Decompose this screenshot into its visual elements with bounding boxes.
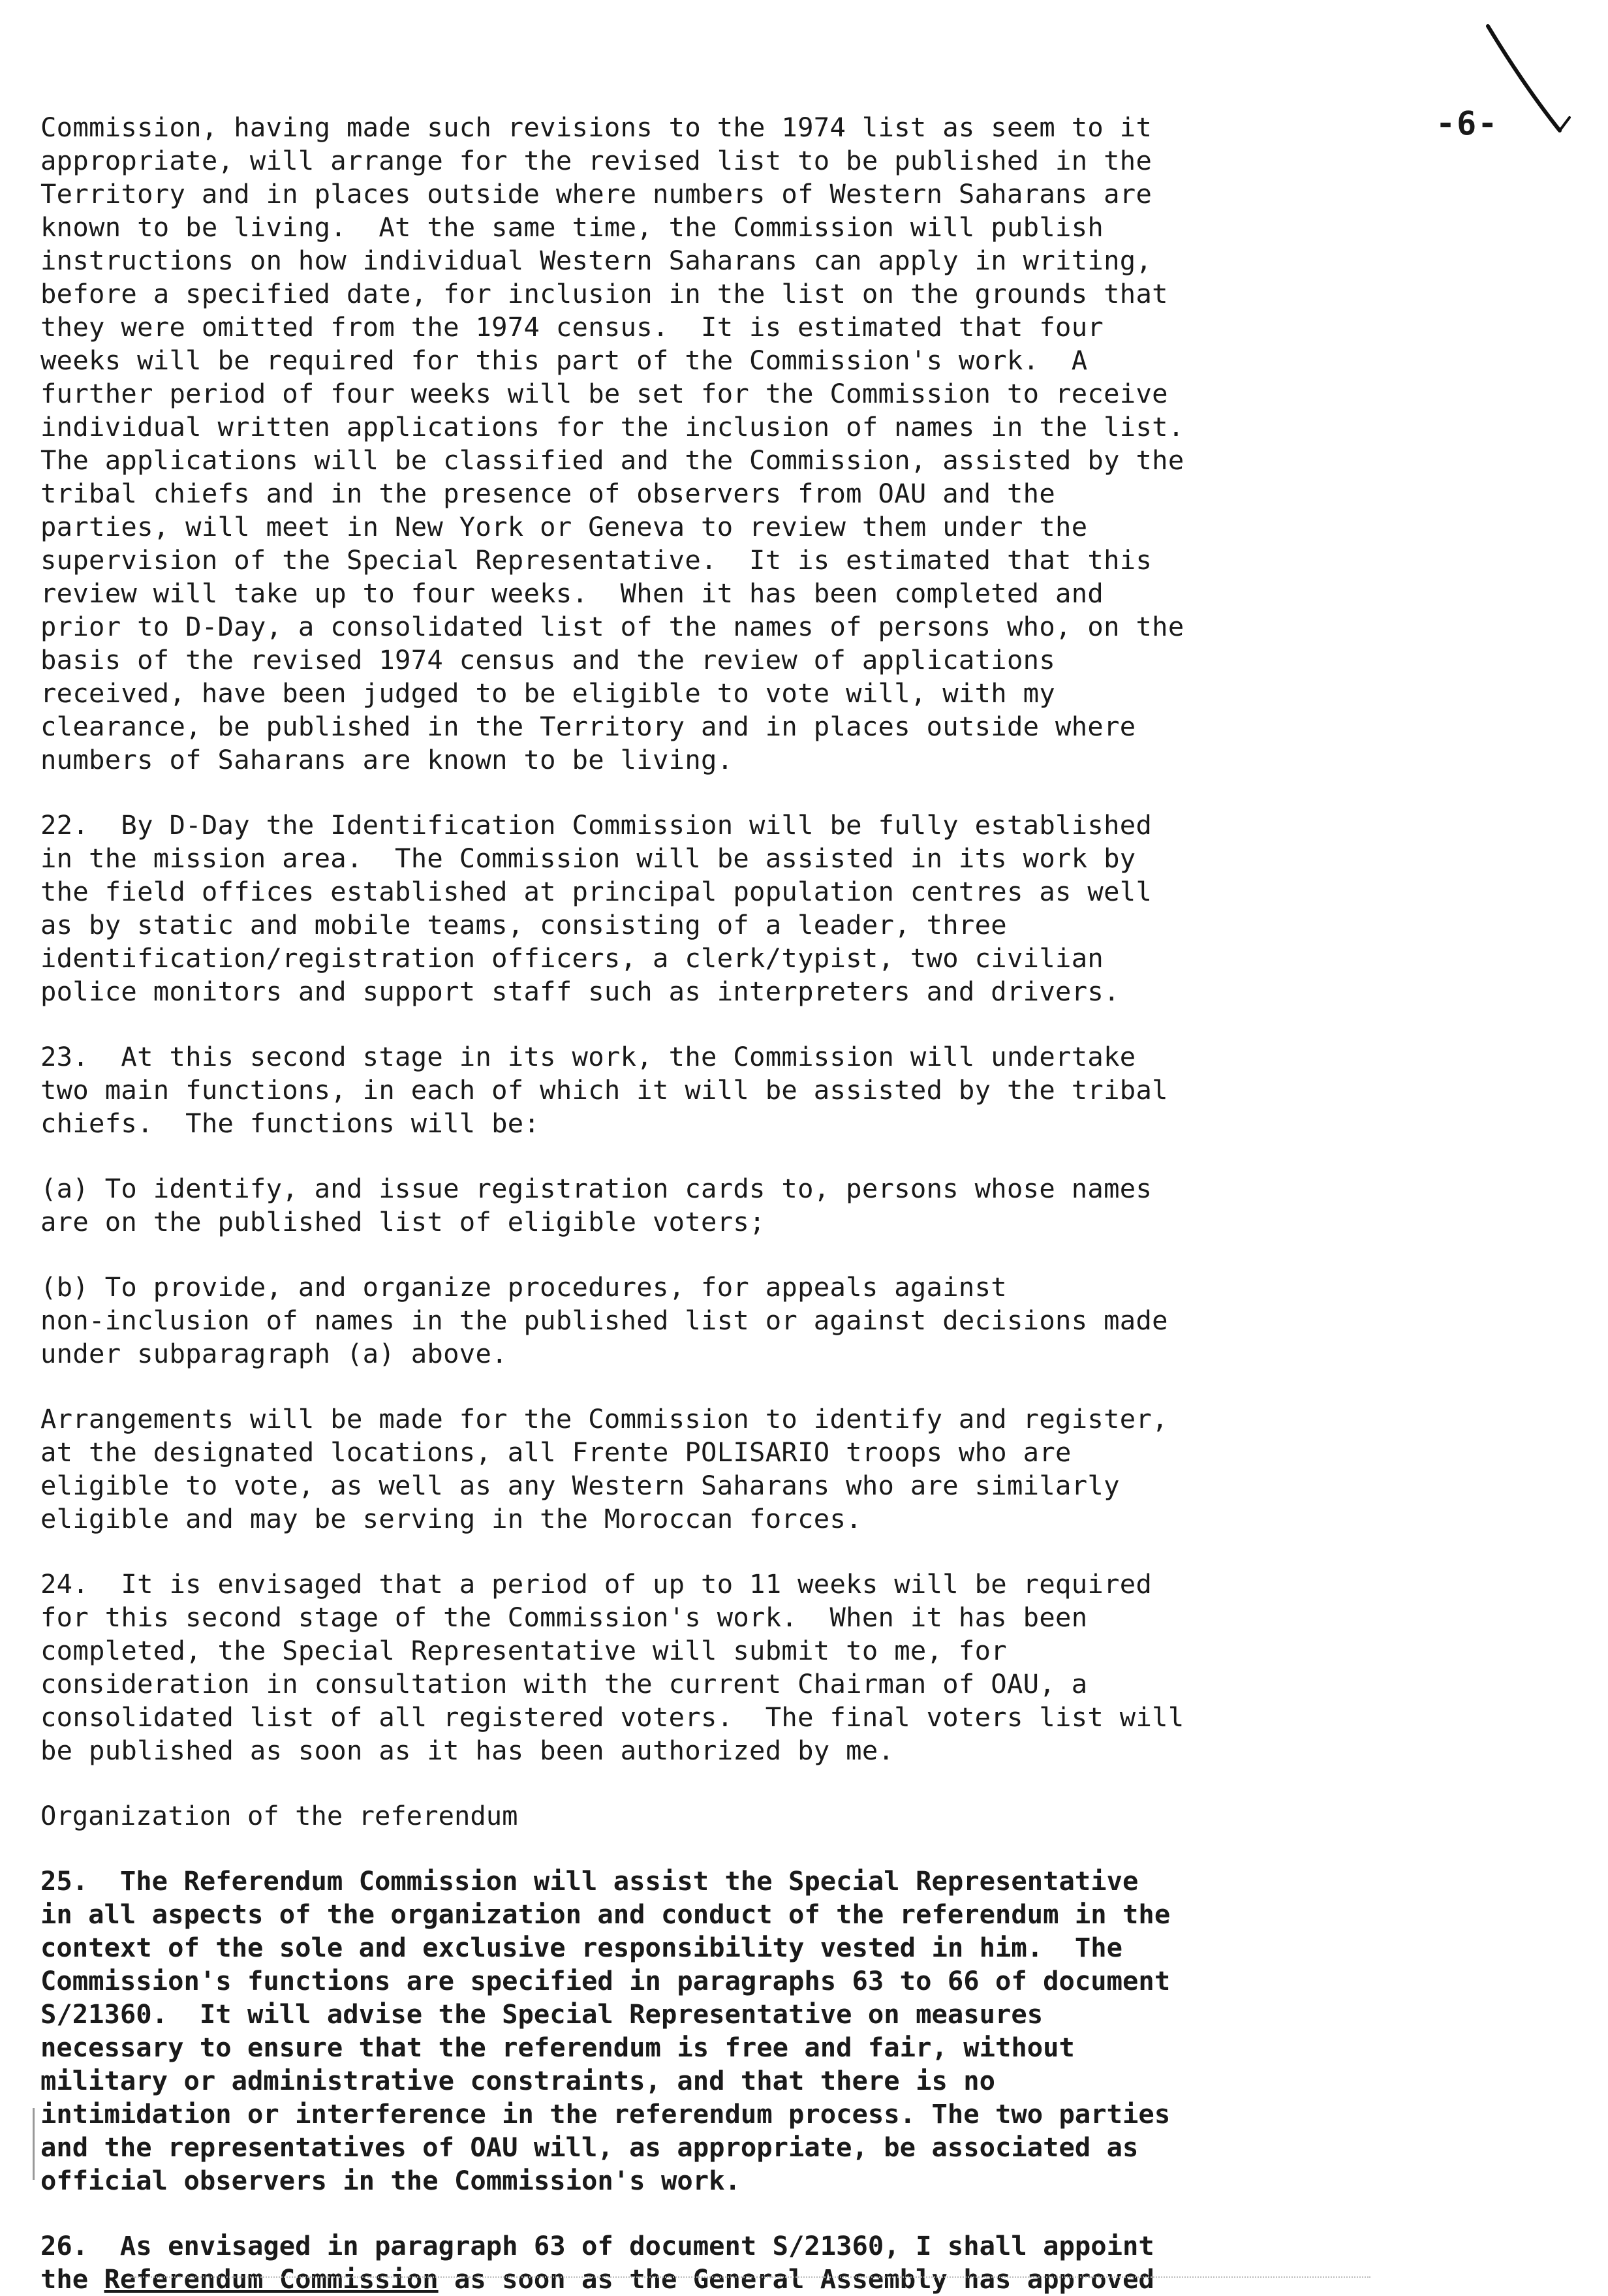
paragraph-24: 24. It is envisaged that a period of up to 11 weeks will be required for this second stage of the Commission's work. When it has been completed, the Special Representative will submit to me, for consideration in consultation with the current Chairman of OAU, a consolidated list of all registered voters. The final voters list will be published as soon as it has been authorized by me. (40, 1568, 1184, 1766)
paragraph-22: 22. By D-Day the Identification Commission will be fully established in the mission area. The Commission will be assisted in its work by the field offices established at principal population centres as well as by static and mobile teams, consisting of a leader, three identification/registration officers, a clerk/typist, two civilian police monitors and support staff such as interpreters and drivers. (40, 809, 1152, 1007)
paragraph-26-line-1: 26. As envisaged in paragraph 63 of document S/21360, I shall appoint (40, 2230, 1154, 2261)
section-heading: Organization of the referendum (40, 1800, 518, 1831)
paragraph-26-line-2-end: as soon as the General Assembly has approved (438, 2263, 1154, 2295)
paragraph-23: 23. At this second stage in its work, the Commission will undertake two main functions, in each of which it will be assisted by the tribal chiefs. The functions will be: (40, 1041, 1168, 1139)
paragraph-26 (40, 2229, 1476, 2296)
paragraph-26-line-2-start: the (40, 2263, 104, 2295)
paragraph-25: 25. The Referendum Commission will assist the Special Representative in all aspects of the organization and conduct of the referendum in the context of the sole and exclusive responsibility vested in him. The Commission's functions are specified in paragraphs 63 to 66 of document S/21360. It will advise the Special Representative on measures necessary to ensure that the referendum is free and fair, without military or administrative constraints, and that there is no intimidation or interference in the referendum process. The two parties and the representatives of OAU will, as appropriate, be associated as official observers in the Commission's work. (40, 1865, 1171, 2196)
paragraph-21-continued: Commission, having made such revisions to the 1974 list as seem to it appropriate, will arrange for the revised list to be published in the Territory and in places outside where numbers of Western Saharans are known to be living. At the same time, the Commission will publish instructions on how individual Western Saharans can apply in writing, before a specified date, for inclusion in the list on the grounds that they were omitted from the 1974 census. It is estimated that four weeks will be required for this part of the Commission's work. A further period of four weeks will be set for the Commission to receive individual written applications for the inclusion of names in the list. The applications will be classified and the Commission, assisted by the tribal chiefs and in the presence of observers from OAU and the parties, will meet in New York or Geneva to review them under the supervision of the Special Representative. It is estimated that this review will take up to four weeks. When it has been completed and prior to D-Day, a consolidated list of the names of persons who, on the basis of the revised 1974 census and the review of applications received, have been judged to be eligible to vote will, with my clearance, be published in the Territory and in places outside where numbers of Saharans are known to be living. (40, 112, 1184, 775)
paragraph-26-underlined-text: Referendum Commission (104, 2263, 439, 2295)
scan-edge-noise (131, 2276, 1370, 2282)
paragraph-23-item-b: (b) To provide, and organize procedures, for appeals against non-inclusion of names in the published list or against decisions made under subparagraph (a) above. (40, 1271, 1168, 1369)
document-body (40, 111, 1476, 2296)
page-number: -6- (1436, 104, 1499, 142)
margin-mark (33, 2108, 35, 2180)
paragraph-23-arrangements: Arrangements will be made for the Commission to identify and register, at the designated locations, all Frente POLISARIO troops who are eligible to vote, as well as any Western Saharans who are similarly eligible and may be serving in the Moroccan forces. (40, 1403, 1168, 1534)
paragraph-23-item-a: (a) To identify, and issue registration cards to, persons whose names are on the published list of eligible voters; (40, 1173, 1152, 1237)
